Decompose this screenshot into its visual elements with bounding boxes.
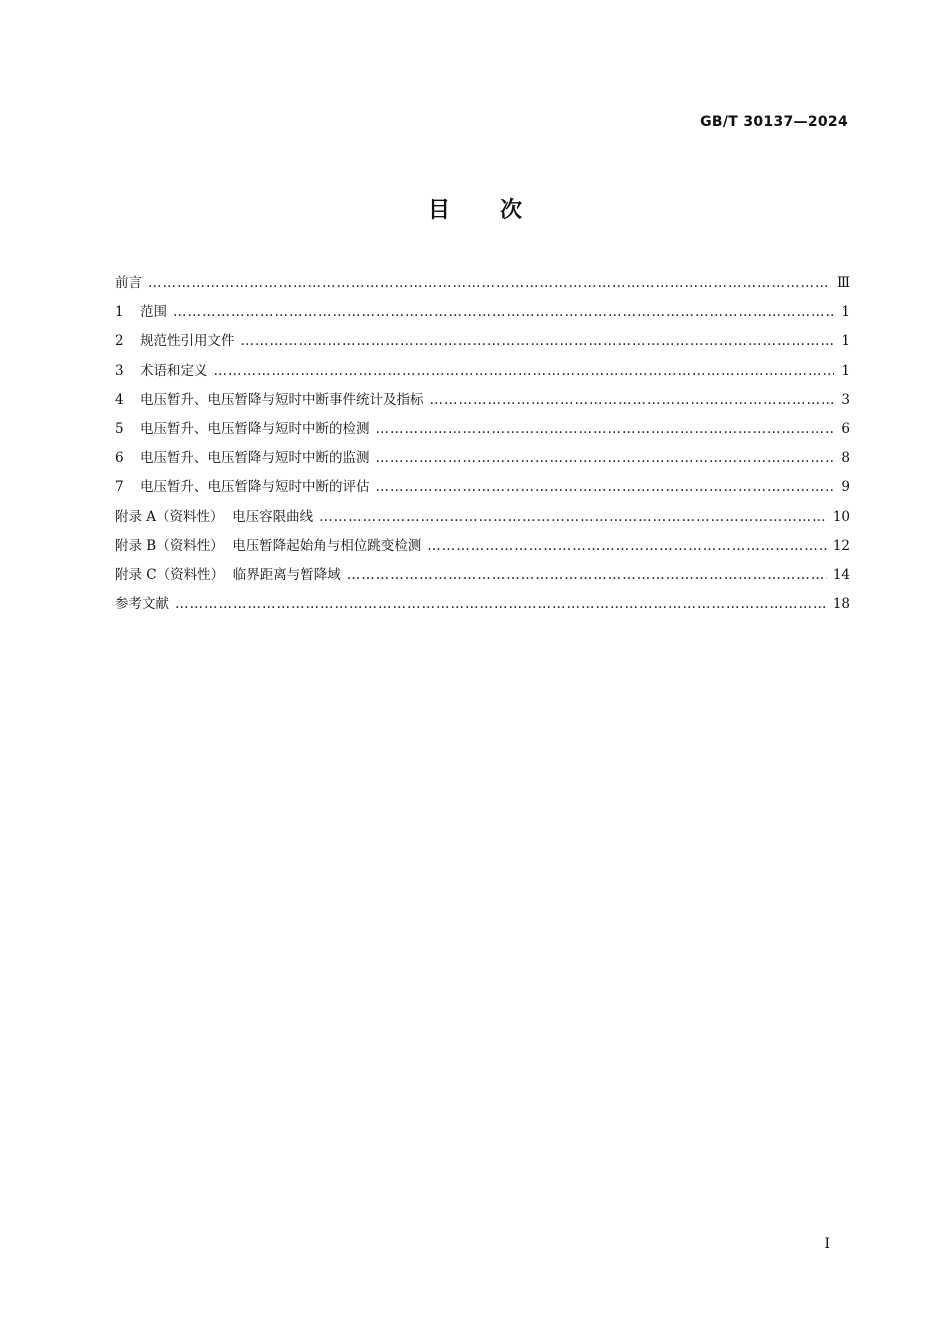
page-title bbox=[0, 193, 950, 224]
toc-entry-annex-c[interactable] bbox=[115, 564, 850, 593]
toc-entry-7[interactable] bbox=[115, 476, 850, 505]
toc-entry-page: 18 bbox=[832, 596, 850, 613]
toc-leader-dots bbox=[148, 272, 831, 294]
toc-entry-annex-b[interactable] bbox=[115, 535, 850, 564]
toc-entry-text: 附录 B（资料性） 电压暂降起始角与相位跳变检测 bbox=[115, 537, 422, 554]
toc-entry-5[interactable] bbox=[115, 418, 850, 447]
toc-entry-number: 6 bbox=[115, 450, 124, 467]
toc-entry-text: 规范性引用文件 bbox=[140, 333, 235, 350]
toc-entry-text: 参考文献 bbox=[115, 596, 169, 613]
toc-leader-dots bbox=[347, 564, 827, 586]
toc-entry-page: 6 bbox=[841, 420, 850, 437]
toc-entry-page: 1 bbox=[841, 362, 850, 379]
toc-entry-foreword[interactable] bbox=[115, 272, 850, 301]
toc-entry-annex-a[interactable] bbox=[115, 506, 850, 535]
toc-entry-6[interactable] bbox=[115, 447, 850, 476]
toc-leader-dots bbox=[214, 360, 835, 382]
toc-entry-text: 电压暂升、电压暂降与短时中断的监测 bbox=[140, 450, 370, 467]
page-number: I bbox=[824, 1236, 830, 1252]
toc-entry-number: 3 bbox=[115, 362, 124, 379]
toc-entry-number: 1 bbox=[115, 304, 124, 321]
toc-leader-dots bbox=[427, 535, 827, 557]
toc-entry-number: 2 bbox=[115, 333, 124, 350]
toc-entry-3[interactable] bbox=[115, 360, 850, 389]
toc-entry-page: 14 bbox=[832, 566, 850, 583]
toc-entry-text: 术语和定义 bbox=[140, 362, 208, 379]
table-of-contents bbox=[115, 272, 850, 622]
page-title-part1: 目 bbox=[427, 198, 450, 223]
toc-entry-number: 4 bbox=[115, 391, 124, 408]
toc-entry-4[interactable] bbox=[115, 389, 850, 418]
toc-entry-text: 范围 bbox=[140, 304, 167, 321]
standard-code: GB/T 30137—2024 bbox=[700, 114, 848, 130]
toc-entry-page: 3 bbox=[841, 391, 850, 408]
toc-entry-bibliography[interactable] bbox=[115, 593, 850, 622]
toc-leader-dots bbox=[376, 447, 835, 469]
toc-entry-1[interactable] bbox=[115, 301, 850, 330]
toc-entry-page: 9 bbox=[841, 479, 850, 496]
toc-leader-dots bbox=[430, 389, 835, 411]
toc-entry-text: 电压暂升、电压暂降与短时中断的评估 bbox=[140, 479, 370, 496]
toc-entry-page: 1 bbox=[841, 333, 850, 350]
toc-entry-page: 12 bbox=[832, 537, 850, 554]
toc-leader-dots bbox=[319, 506, 827, 528]
toc-entry-text: 附录 C（资料性） 临界距离与暂降域 bbox=[115, 566, 341, 583]
toc-entry-number: 5 bbox=[115, 420, 124, 437]
toc-entry-number: 7 bbox=[115, 479, 124, 496]
toc-entry-page: 10 bbox=[832, 508, 850, 525]
page-title-part2: 次 bbox=[500, 198, 523, 223]
toc-entry-page: 1 bbox=[841, 304, 850, 321]
toc-entry-text: 附录 A（资料性） 电压容限曲线 bbox=[115, 508, 314, 525]
toc-entry-2[interactable] bbox=[115, 330, 850, 359]
toc-entry-page: 8 bbox=[841, 450, 850, 467]
toc-entry-text: 前言 bbox=[115, 275, 142, 291]
toc-leader-dots bbox=[376, 476, 835, 498]
toc-entry-page: Ⅲ bbox=[836, 275, 850, 291]
toc-leader-dots bbox=[173, 301, 834, 323]
toc-leader-dots bbox=[175, 593, 827, 615]
toc-entry-text: 电压暂升、电压暂降与短时中断事件统计及指标 bbox=[140, 391, 424, 408]
toc-entry-text: 电压暂升、电压暂降与短时中断的检测 bbox=[140, 420, 370, 437]
toc-leader-dots bbox=[241, 330, 835, 352]
toc-leader-dots bbox=[376, 418, 835, 440]
